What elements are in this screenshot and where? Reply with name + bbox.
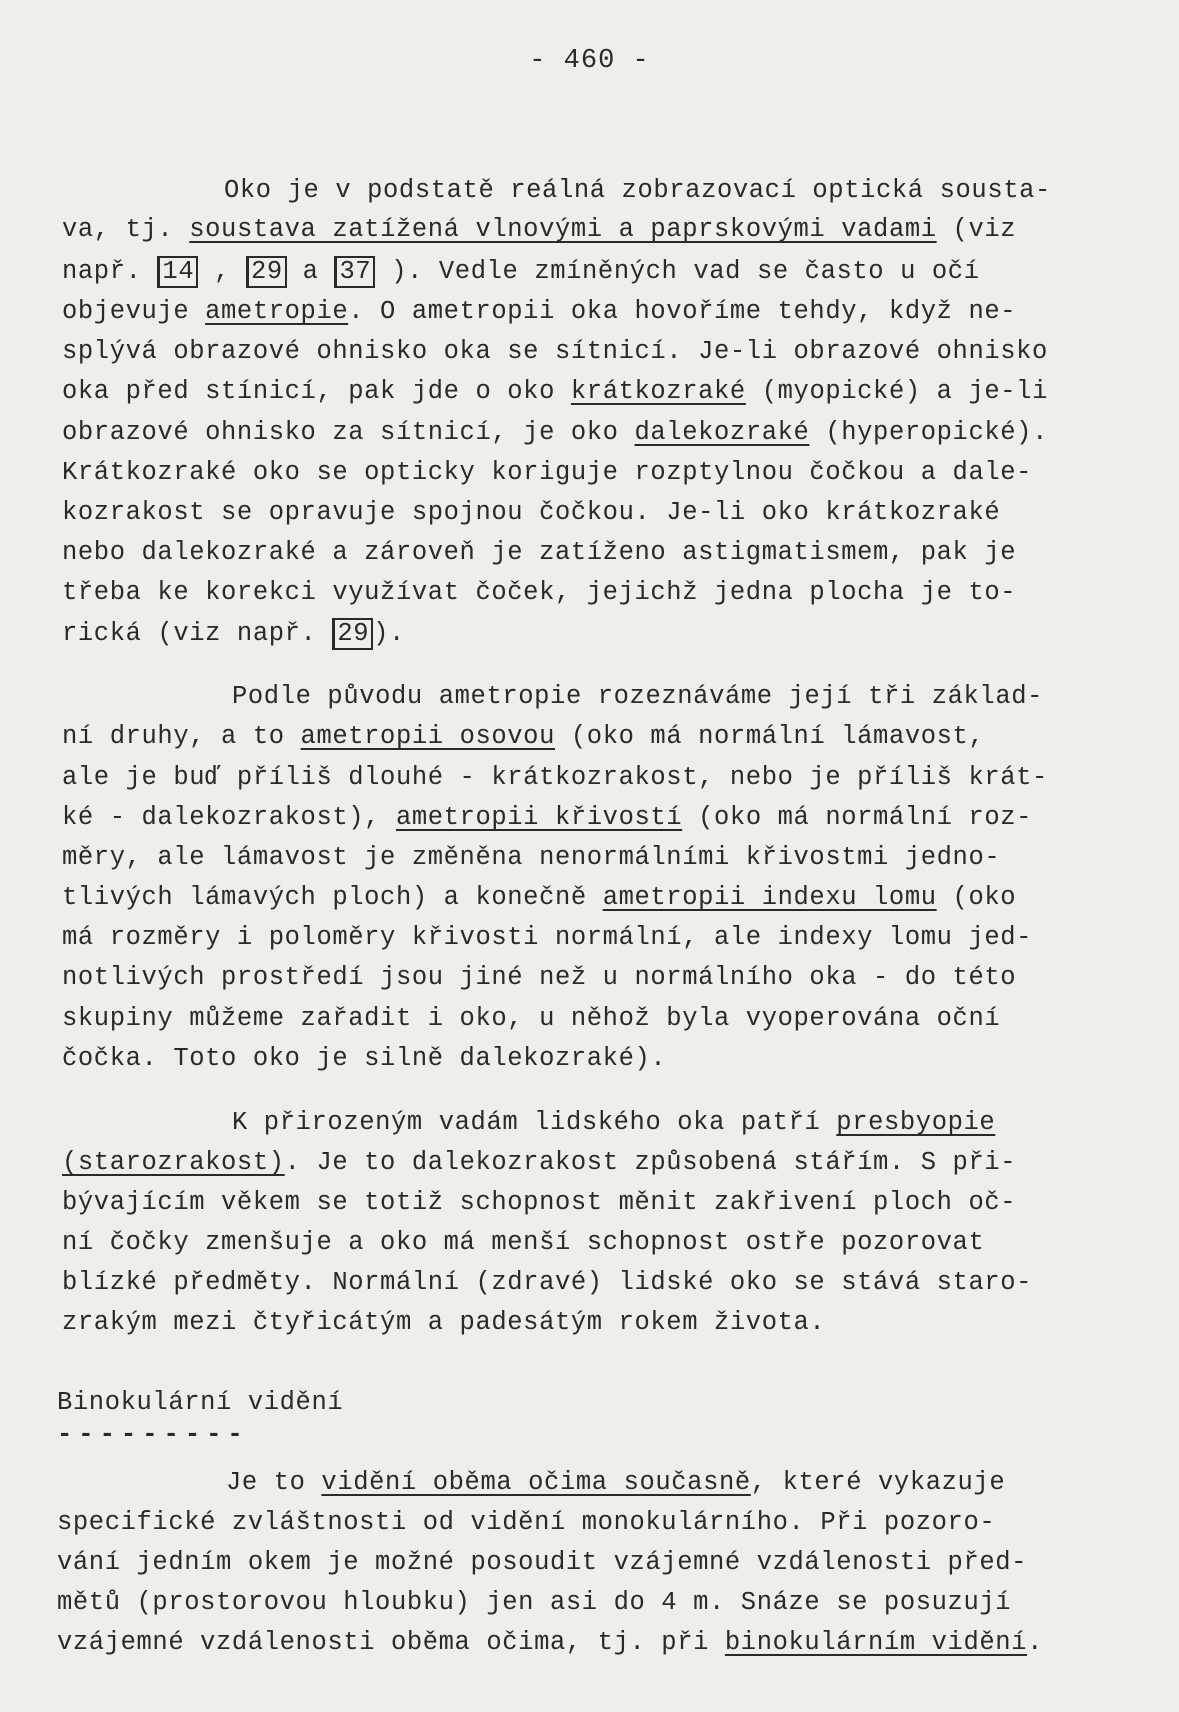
text-line [62, 458, 1032, 488]
text-segment: objevuje [62, 297, 206, 326]
text-line [62, 1188, 1016, 1218]
text-line [62, 377, 1048, 407]
text-line [62, 256, 980, 288]
text-line [57, 1508, 995, 1538]
underlined-term: ametropie [205, 297, 349, 326]
text-segment: , které vykazuje [750, 1468, 1006, 1497]
text-segment: (oko [936, 883, 1017, 912]
text-segment: mětů (prostorovou hloubku) jen asi do 4 m. Snáze se posuzují [57, 1588, 1012, 1617]
text-segment: splývá obrazové ohnisko oka se sítnicí. Je-li obrazové ohnisko [62, 337, 1048, 366]
text-line [62, 618, 405, 650]
text-segment: Podle původu ametropie rozeznáváme její tři základ- [232, 682, 1044, 711]
text-segment: ). Vedle zmíněných vad se často u očí [375, 257, 980, 286]
text-segment: ale je buď příliš dlouhé - krátkozrakost, nebo je příliš krát- [62, 763, 1048, 792]
text-segment: ní čočky zmenšuje a oko má menší schopnost ostře pozorovat [62, 1228, 985, 1257]
text-line [62, 1308, 825, 1338]
underlined-term: binokulárním vidění [724, 1628, 1028, 1657]
text-segment: a [286, 257, 335, 286]
text-line [232, 1108, 995, 1138]
citation-reference: 29 [332, 618, 373, 650]
text-line [62, 297, 1016, 327]
text-segment: zrakým mezi čtyřicátým a padesátým rokem života. [62, 1308, 826, 1337]
text-segment: blízké předměty. Normální (zdravé) lidské oko se stává staro- [62, 1268, 1033, 1297]
text-segment: čočka. Toto oko je silně dalekozraké). [62, 1044, 667, 1073]
citation-reference: 14 [157, 256, 198, 288]
text-segment: vání jedním okem je možné posoudit vzájemné vzdálenosti před- [57, 1548, 1028, 1577]
section-heading: Binokulární vidění [57, 1388, 344, 1417]
underlined-term: krátkozraké [570, 377, 746, 406]
text-segment: (oko má normální lámavost, [555, 722, 985, 751]
text-segment: Je to [226, 1468, 322, 1497]
text-segment: bývajícím věkem se totiž schopnost měnit zakřivení ploch oč- [62, 1188, 1017, 1217]
text-line [62, 578, 1016, 608]
text-segment: ). [373, 619, 405, 648]
text-line [62, 1044, 666, 1074]
underlined-term: ametropii indexu lomu [602, 883, 937, 912]
underlined-term: dalekozraké [634, 418, 810, 447]
text-segment: (hyperopické). [809, 418, 1048, 447]
text-line [62, 1268, 1032, 1298]
text-line [62, 923, 1032, 953]
text-segment: Krátkozraké oko se opticky koriguje rozptylnou čočkou a dale- [62, 458, 1033, 487]
text-segment: notlivých prostředí jsou jiné než u normálního oka - do této [62, 963, 1017, 992]
text-line [224, 176, 1051, 206]
text-line [62, 883, 1016, 913]
text-segment: třeba ke korekci využívat čoček, jejichž jedna plocha je to- [62, 578, 1017, 607]
underlined-term: (starozrakost) [62, 1148, 285, 1177]
text-line [232, 682, 1043, 712]
text-segment: K přirozeným vadám lidského oka patří [232, 1108, 837, 1137]
text-line [62, 963, 1016, 993]
text-segment: nebo dalekozraké a zároveň je zatíženo astigmatismem, pak je [62, 538, 1017, 567]
text-line [62, 337, 1048, 367]
text-line [57, 1588, 1011, 1618]
citation-reference: 29 [246, 256, 287, 288]
underlined-term: soustava zatížená vlnovými a paprskovými vadami [189, 215, 937, 244]
text-line [62, 1004, 1000, 1034]
citation-reference: 37 [334, 256, 375, 288]
text-segment: např. [62, 257, 158, 286]
page-number: - 460 - [529, 46, 650, 76]
text-segment: oka před stínicí, pak jde o oko [62, 377, 571, 406]
text-line [62, 722, 984, 752]
underlined-term: vidění oběma očima současně [321, 1468, 751, 1497]
text-line [62, 215, 1016, 245]
text-line [62, 1148, 1016, 1178]
text-line [57, 1628, 1043, 1658]
underlined-term: presbyopie [836, 1108, 996, 1137]
text-segment: ní druhy, a to [62, 722, 301, 751]
text-segment: skupiny můžeme zařadit i oko, u něhož byla vyoperována oční [62, 1004, 1001, 1033]
underlined-term: ametropii křivostí [395, 803, 683, 832]
text-segment: má rozměry i poloměry křivosti normální, ale indexy lomu jed- [62, 923, 1033, 952]
text-segment: měry, ale lámavost je změněna nenormálními křivostmi jedno- [62, 843, 1001, 872]
text-segment: tlivých lámavých ploch) a konečně [62, 883, 603, 912]
text-segment: rická (viz např. [62, 619, 333, 648]
text-segment: obrazové ohnisko za sítnicí, je oko [62, 418, 635, 447]
text-segment: . Je to dalekozrakost způsobená stářím. S při- [284, 1148, 1017, 1177]
heading-dashed-rule: --------- [57, 1420, 249, 1449]
text-line [62, 538, 1016, 568]
text-segment: , [198, 257, 246, 286]
text-segment: (oko má normální roz- [682, 803, 1033, 832]
text-line [62, 843, 1000, 873]
text-line [62, 1228, 984, 1258]
text-segment: (myopické) a je-li [745, 377, 1048, 406]
text-segment: Oko je v podstatě reálná zobrazovací optická sousta- [224, 176, 1051, 205]
text-segment: (viz [936, 215, 1017, 244]
text-segment: . O ametropii oka hovoříme tehdy, když ne- [348, 297, 1017, 326]
text-segment: . [1027, 1628, 1043, 1657]
text-segment: va, tj. [62, 215, 190, 244]
underlined-term: ametropii osovou [300, 722, 555, 751]
text-segment: kozrakost se opravuje spojnou čočkou. Je-li oko krátkozraké [62, 498, 1001, 527]
text-line [62, 803, 1032, 833]
text-line [62, 418, 1048, 448]
text-line [62, 498, 1000, 528]
text-line [57, 1548, 1027, 1578]
text-line [226, 1468, 1005, 1498]
text-segment: ké - dalekozrakost), [62, 803, 396, 832]
text-segment: vzájemné vzdálenosti oběma očima, tj. při [57, 1628, 725, 1657]
text-segment: specifické zvláštnosti od vidění monokulárního. Při pozoro- [57, 1508, 996, 1537]
text-line [62, 763, 1048, 793]
